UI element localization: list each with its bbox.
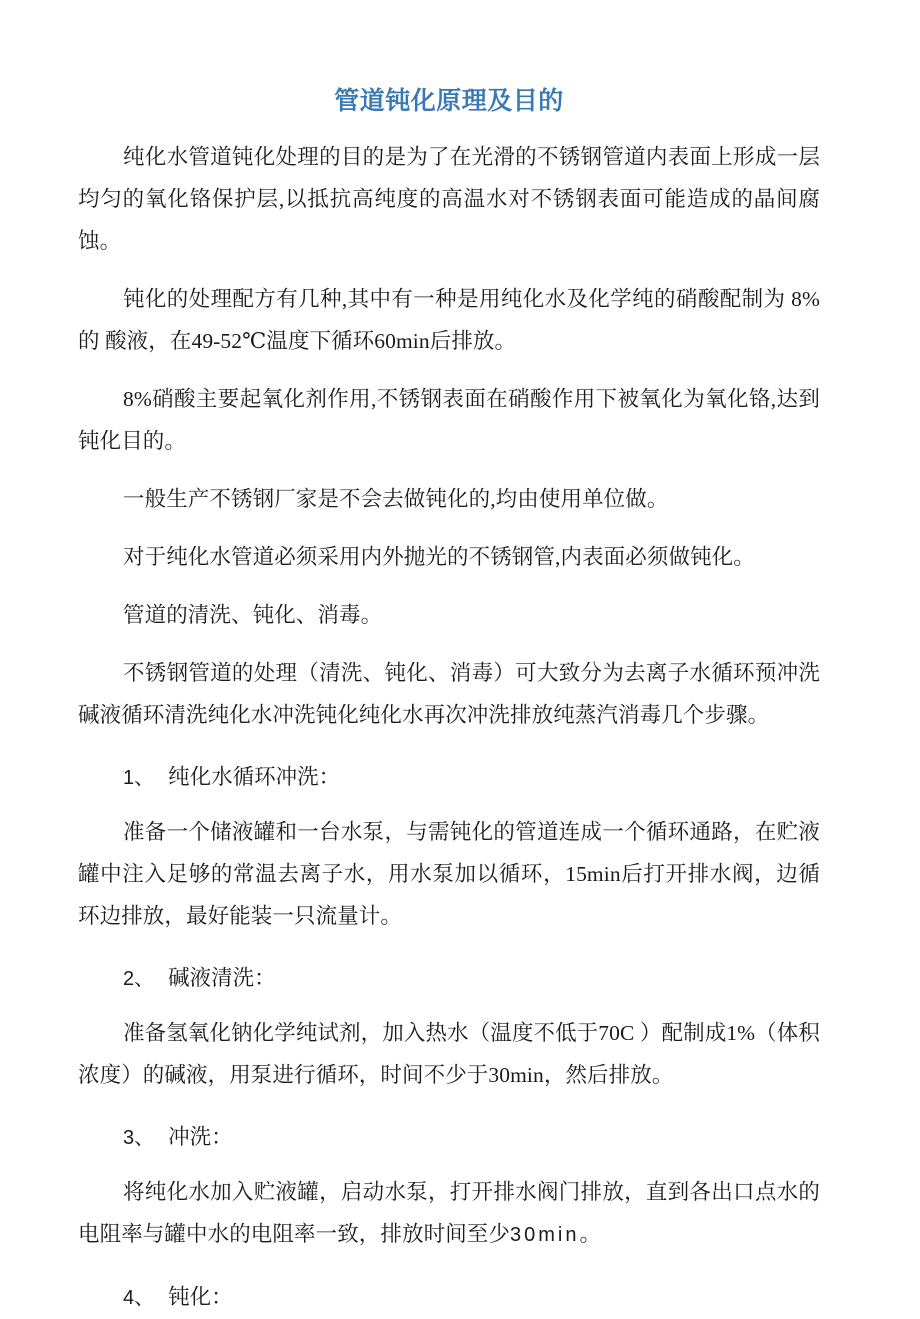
- step-body-3: [78, 1171, 820, 1256]
- spacer: [78, 1096, 820, 1116]
- step-number-1: 1、: [123, 767, 155, 789]
- spacer: [78, 636, 820, 652]
- paragraph-polished-pipe-requirement: 对于纯化水管道必须采用内外抛光的不锈钢管,内表面必须做钝化。: [123, 545, 755, 569]
- paragraph-nitric-acid-role: 8%硝酸主要起氧化剂作用,不锈钢表面在硝酸作用下被氧化为氧化铬,达到钝化目的。: [78, 387, 820, 453]
- step-body-3-duration: 30min: [510, 1224, 580, 1246]
- spacer: [78, 1159, 820, 1171]
- step-body-2: 准备氢氧化钠化学纯试剂，加入热水（温度不低于70C ）配制成1%（体积浓度）的碱液，用泵进行循环，时间不少于30min，然后排放。: [78, 1021, 820, 1087]
- spacer: [78, 262, 820, 278]
- step-heading-2: [78, 957, 820, 1000]
- spacer: [78, 116, 820, 136]
- step-label-1: 纯化水循环冲洗：: [168, 765, 341, 789]
- step-number-2: 2、: [123, 968, 155, 990]
- document-body: [78, 0, 820, 1319]
- spacer: [78, 736, 820, 756]
- paragraph-formula: 钝化的处理配方有几种,其中有一种是用纯化水及化学纯的硝酸配制为 8%的 酸液，在49-52℃温度下循环60min后排放。: [78, 287, 820, 353]
- spacer: [78, 1000, 820, 1012]
- step-body-3-part2: 。: [579, 1222, 602, 1246]
- step-body-3-part1: 将纯化水加入贮液罐，启动水泵，打开排水阀门排放，直到各出口点水的电阻率与罐中水的电阻率一致，排放时间至少: [78, 1180, 820, 1246]
- step-number-3: 3、: [123, 1127, 155, 1149]
- paragraph-purpose: 纯化水管道钝化处理的目的是为了在光滑的不锈钢管道内表面上形成一层均匀的氧化铬保护层,以抵抗高纯度的高温水对不锈钢表面可能造成的晶间腐蚀。: [78, 145, 820, 253]
- spacer: [78, 1256, 820, 1276]
- paragraph-pipe-treatment-list: 管道的清洗、钝化、消毒。: [123, 603, 383, 627]
- spacer: [78, 937, 820, 957]
- spacer: [78, 462, 820, 478]
- step-heading-1: [78, 756, 820, 799]
- paragraph-manufacturer-note: 一般生产不锈钢厂家是不会去做钝化的,均由使用单位做。: [123, 487, 669, 511]
- spacer: [78, 799, 820, 811]
- step-heading-3: [78, 1116, 820, 1159]
- step-label-4: 钝化：: [168, 1285, 233, 1309]
- step-body-1: 准备一个储液罐和一台水泵，与需钝化的管道连成一个循环通路，在贮液罐中注入足够的常温去离子水，用水泵加以循环，15min后打开排水阀，边循环边排放，最好能装一只流量计。: [78, 820, 820, 928]
- step-label-2: 碱液清洗：: [168, 966, 276, 990]
- spacer: [78, 520, 820, 536]
- step-label-3: 冲洗：: [168, 1125, 233, 1149]
- spacer: [78, 362, 820, 378]
- step-heading-4: [78, 1276, 820, 1319]
- step-number-4: 4、: [123, 1287, 155, 1309]
- page-title: 管道钝化原理及目的: [334, 87, 564, 115]
- spacer: [78, 578, 820, 594]
- paragraph-process-overview: 不锈钢管道的处理（清洗、钝化、消毒）可大致分为去离子水循环预冲洗碱液循环清洗纯化水冲洗钝化纯化水再次冲洗排放纯蒸汽消毒几个步骤。: [78, 661, 820, 727]
